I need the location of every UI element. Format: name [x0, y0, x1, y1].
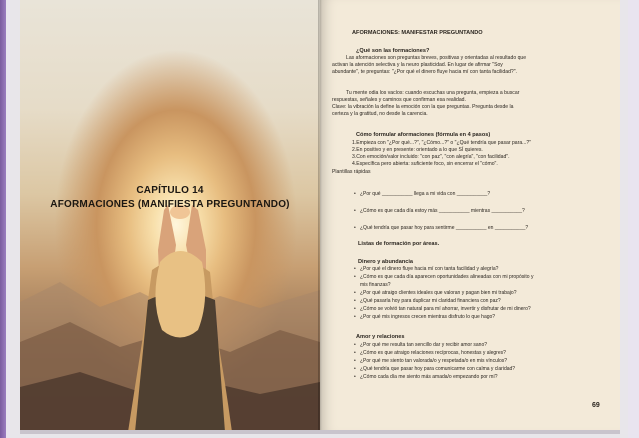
- text-line: certeza y la gratitud, no desde la carencia.: [332, 110, 428, 117]
- list-item: • ¿Por qué el dinero fluye hacia mí con tanta facilidad y alegría?: [360, 266, 498, 273]
- step-item: 1.Empieza con "¿Por qué...?", "¿Cómo...?" o "¿Qué tendría que pasar para...?": [352, 140, 532, 146]
- step-item: 4.Específica pero abierta: suficiente foco, sin encerrar el "cómo".: [352, 160, 498, 167]
- section-heading-love: Amor y relaciones: [356, 334, 405, 340]
- step-item: 2.En positivo y en presente: orientado a lo que SÍ quieres.: [352, 146, 483, 153]
- text-line: abundante", te preguntas: "¿Por qué el dinero fluye hacia mí con tanta facilidad?".: [332, 68, 517, 75]
- template-item: • ¿Qué tendría que pasar hoy para sentirme ___________ en ___________?: [360, 225, 528, 232]
- text-line: Tu mente odia los vacíos: cuando escuchas una pregunta, empieza a buscar: [346, 90, 520, 96]
- chapter-title: AFORMACIONES (MANIFIESTA PREGUNTANDO): [50, 199, 290, 210]
- text-line: Clave: la vibración la define la emoción con la que preguntas. Pregunta desde la: [332, 103, 514, 110]
- list-item: • ¿Por qué atraigo clientes ideales que valoran y pagan bien mi trabajo?: [360, 290, 517, 297]
- section-heading-lists: Listas de formación por áreas.: [358, 241, 440, 247]
- list-item: • ¿Por qué me resulta tan sencillo dar y recibir amor sano?: [360, 342, 487, 349]
- page-header: AFORMACIONES: MANIFESTAR PREGUNTANDO: [352, 30, 483, 36]
- section-heading-money: Dinero y abundancia: [358, 259, 414, 265]
- steps-list: [352, 140, 602, 168]
- list-item: • ¿Por qué me siento tan valorada/o y respetada/o en mis vínculos?: [360, 358, 507, 365]
- list-item-continuation: mis finanzas?: [360, 282, 391, 288]
- list-item: • ¿Cómo es que cada día aparecen oportunidades alineadas con mi propósito y: [360, 274, 533, 281]
- text-line: activan la atención selectiva y la neuro plasticidad. En lugar de afirmar "Soy: [332, 61, 503, 68]
- templates-label: Plantillas rápidas: [332, 169, 371, 175]
- page-edge: [20, 430, 620, 434]
- list-item: • ¿Por qué mis ingresos crecen mientras disfruto lo que hago?: [360, 314, 495, 321]
- list-item: • ¿Qué pasaría hoy para duplicar mi claridad financiera con paz?: [360, 298, 501, 305]
- chapter-number: CAPÍTULO 14: [136, 185, 204, 196]
- template-item: • ¿Cómo es que cada día estoy más ___________ mientras ___________?: [360, 208, 525, 215]
- text-line: Las aformaciones son preguntas breves, positivas y orientadas al resultado que: [346, 55, 527, 61]
- text-line: respuestas, señales y caminos que confirman esa realidad.: [332, 96, 466, 103]
- page-number: 69: [592, 402, 600, 409]
- chapter-title-block: [20, 184, 320, 212]
- section-heading-what: ¿Qué son las formaciones?: [356, 48, 430, 54]
- list-item: • ¿Qué tendría que pasar hoy para comunicarme con calma y claridad?: [360, 366, 515, 373]
- template-item: • ¿Por qué ___________ llega a mi vida con ___________?: [360, 191, 490, 198]
- paragraph-definition: [332, 55, 594, 76]
- section-heading-how: Cómo formular aformaciones (fórmula en 4 pasos): [356, 132, 491, 138]
- woman-arms-raised-figure: [20, 0, 320, 432]
- list-item: • ¿Cómo es que atraigo relaciones recíprocas, honestas y alegres?: [360, 350, 506, 357]
- left-page-photo: [20, 0, 320, 432]
- list-item: • ¿Cómo cada día me siento más amada/o empezando por mí?: [360, 374, 498, 381]
- book-gutter: [318, 0, 322, 432]
- paragraph-mind: [332, 90, 594, 118]
- list-item: • ¿Cómo se volvió tan natural para mí ahorrar, invertir y disfrutar de mi dinero?: [360, 306, 531, 313]
- step-item: 3.Con emoción/valor incluido: "con paz", "con alegría", "con facilidad".: [352, 153, 510, 160]
